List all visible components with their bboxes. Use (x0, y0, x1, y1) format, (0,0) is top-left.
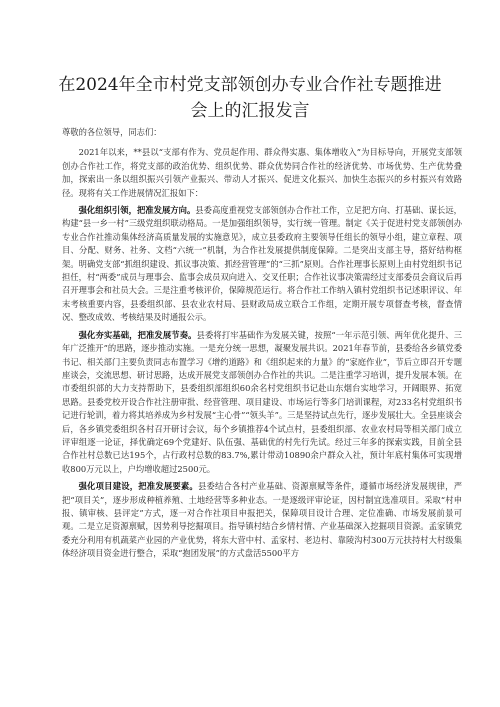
document-title-line-2: 会上的汇报发言 (190, 101, 310, 121)
section-paragraph-3 (62, 480, 462, 560)
section-paragraph-2 (62, 329, 462, 476)
section-text-2: 县委将打牢基础作为发展关键，按照“一年示范引领、两年优化提升、三年广泛推开”的思路，逐步推动实施。一是充分统一思想，凝聚发展共识。2021年春节前，县委给各乡镇党委书记、相关部门主要负责同志布置学习《增约道路》和《组织起来的力量》的“家庭作业”，节后立即召开专题座谈会，交流思想、研讨思路，达成开展党支部领创办合作社的共识。二是注重学习培训，提升发展本领。在市委组织部的大力支持帮助下，县委组织部组织60余名村党组织书记赴山东烟台实地学习，开阔眼界、拓宽思路。县委党校开设合作社注册审批、经营管理、项目建设、市场运行等多门培训课程，对233名村党组织书记进行轮训，着力将其培养成为乡村发展“主心骨”“领头羊”。三是坚持试点先行，逐步发展壮大。全县座谈会后，各乡镇党委组织各村召开研讨会议，每个乡镇推荐4个试点村，县委组织部、农业农村局等相关部门成立评审组逐一论证，择优确定69个党建好、队伍强、基础优的村先行先试。经过三年多的探索实践，目前全县合作社村总数已达195个，占行政村总数的83.7%,累计带动10890余户群众入社，预计年底村集体可实现增收800万元以上，户均增收超过2500元。 (62, 329, 462, 474)
document-body (62, 126, 462, 565)
section-text-1: 县委高度重视党支部领创办合作社工作，立足把方向、打基础、谋长远，构建“县一乡一村”三级党组织联动格局。一是加强组织领导，实行统一管理。制定《关于促进村党支部领创办专业合作社推动集体经济高质量发展的实施意见》，成立县委政府主要领导任组长的领导小组，建立章程、项目、分配、财务、社务、文档“六统一”机制，为合作社发展提供制度保障。二是突出支部主导，搭好结构框架。明确党支部“抓组织建设、抓议事决策、抓经营管理”的“三抓”原则。合作社理事长原则上由村党组织书记担任，村“两委”成员与理事会、监事会成员双向进入、交叉任职；合作社议事决策需经过支部委员会商议后再召开理事会和社员大会。三是注重考核评价，保障规范运行。将合作社工作纳入镇村党组织书记述职评议、年末考核重要内容，县委组织部、县农业农村局、县财政局成立联合工作组，定期开展专项督查考核，督查情况、整改成效、考核结果及时通报公示。 (62, 205, 462, 323)
section-text-3: 县委结合各村产业基础、资源禀赋等条件，遵循市场经济发展规律，严把“项目关”，逐步形成种植养殖、土地经营等多种业态。一是逐级评审论证，因村制宜选准项目。采取“村申报、镇审核、县评定”方式，逐一对合作社项目申报把关，保障项目设计合理、定位准确、市场发展前景可观。二是立足资源禀赋，因势利导挖掘项目。指导镇村结合乡情村情、产业基础深入挖掘项目资源。孟家镇党委充分利用有机蔬菜产业园的产业优势，将东大营中村、孟家村、老边村、靠陵沟村300万元扶持村大村级集体经济项目资金进行整合，采取“抱团发展”的方式盘活5500平方 (62, 481, 462, 559)
section-paragraph-1 (62, 204, 462, 325)
section-heading-2: 强化夯实基础，把准发展节奏。 (78, 329, 197, 340)
intro-paragraph: 2021年以来，**县以“支部有作为、党员起作用、群众得实惠、集体增收入”为目标导向，开展党支部领创办合作社工作，将党支部的政治优势、组织优势、群众优势同合作社的经济优势、市场优势、生产优势叠加，探索出一条以组织振兴引领产业振兴、带动人才振兴、促进文化振兴、加快生态振兴的乡村振兴有效路径。现将有关工作进展情况汇报如下： (62, 147, 462, 198)
section-heading-3: 强化项目建设，把准发展要素。 (78, 481, 198, 492)
document-title-line-1: 在2024年全市村党支部领创办专业合作社专题推进 (58, 75, 442, 95)
section-heading-1: 强化组织引领，把准发展方向。 (78, 205, 196, 216)
salutation: 尊敬的各位领导，同志们： (62, 127, 162, 137)
